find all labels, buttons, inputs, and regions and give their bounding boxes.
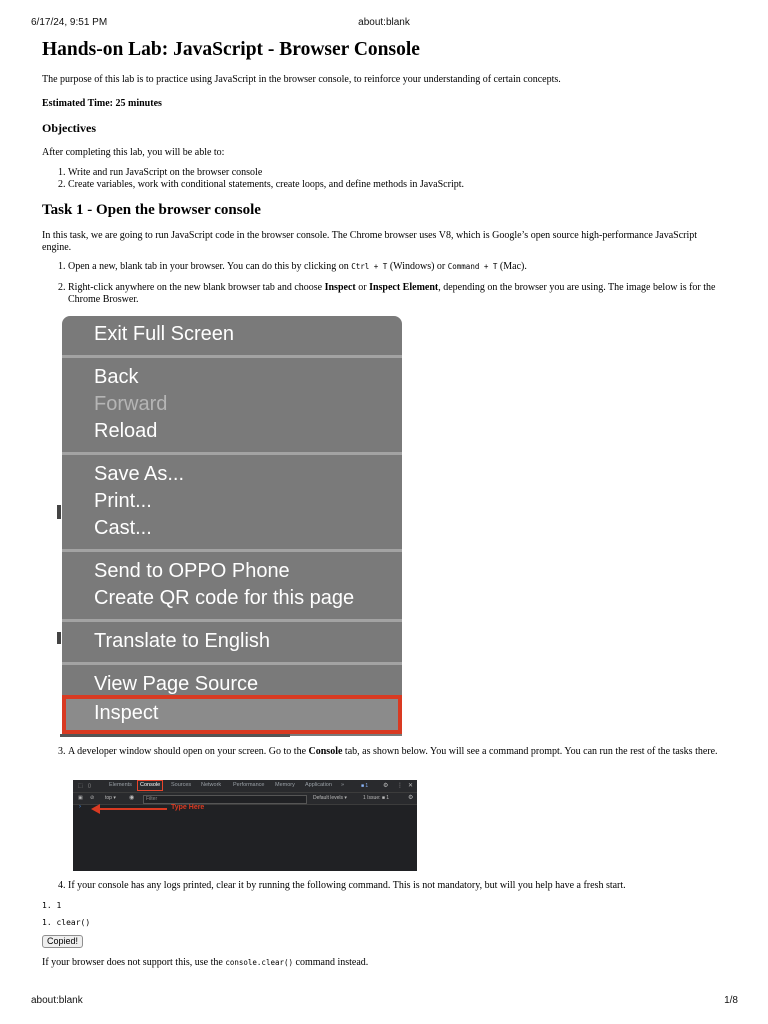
type-here-annotation: Type Here <box>171 804 205 811</box>
code-block: 1. clear() <box>42 918 91 927</box>
console-filter-input: Filter <box>143 795 307 804</box>
page-title: Hands-on Lab: JavaScript - Browser Console <box>42 39 420 60</box>
menu-separator <box>62 452 402 455</box>
console-clear-code: console.clear() <box>225 958 294 967</box>
inspect-element-icon: ⬚ <box>78 783 83 789</box>
copied-button[interactable]: Copied! <box>42 935 83 948</box>
background-fragment <box>60 734 290 737</box>
clear-console-icon: ⊘ <box>90 795 95 801</box>
devtools-tab-more: » <box>341 782 345 788</box>
key-ctrl-t: Ctrl + T <box>351 262 388 271</box>
levels-dropdown: Default levels ▾ <box>313 795 347 801</box>
step-3: 3. A developer window should open on your screen. Go to the Console tab, as shown below. You will see a command prompt. You can run the rest of the tasks there. <box>68 746 732 758</box>
menu-item-cast: Cast... <box>94 517 152 539</box>
print-header-url: about:blank <box>358 17 410 28</box>
task1-step-4 <box>42 880 732 892</box>
menu-separator <box>62 619 402 622</box>
settings-gear-icon: ⚙ <box>383 783 389 789</box>
step-2: 2. Right-click anywhere on the new blank browser tab and choose Inspect or Inspect Element, depending on the browser you are using. The image below is for the Chrome Broswer. <box>68 282 732 306</box>
print-footer-url: about:blank <box>31 995 83 1006</box>
objective-item: 1. Write and run JavaScript on the browser console <box>68 167 732 179</box>
context-selector: top ▾ <box>105 795 116 801</box>
fallback-instruction: If your browser does not support this, use the console.clear() command instead. <box>42 957 369 968</box>
devtools-tab-bar <box>73 780 417 793</box>
intro-text: The purpose of this lab is to practice using JavaScript in the browser console, to reinforce your understanding of certain concepts. <box>42 74 561 85</box>
eye-icon: ◉ <box>129 795 135 801</box>
menu-separator <box>62 355 402 358</box>
background-fragment <box>57 632 61 644</box>
console-settings-icon: ⚙ <box>408 795 414 801</box>
menu-item-back: Back <box>94 366 139 388</box>
task1-step-3 <box>42 746 732 758</box>
menu-separator <box>62 549 402 552</box>
context-menu-screenshot <box>62 316 402 736</box>
objectives-list <box>42 167 732 191</box>
menu-item-exit-full-screen: Exit Full Screen <box>94 323 235 345</box>
menu-item-send-to-phone: Send to OPPO Phone <box>94 560 290 582</box>
devtools-tab-sources: Sources <box>171 782 192 788</box>
key-command-t: Command + T <box>447 262 498 271</box>
menu-separator <box>62 662 402 665</box>
code-line-number-list: 1. 1 <box>42 901 62 910</box>
devtools-tab-console: Console <box>137 780 163 791</box>
print-header-date: 6/17/24, 9:51 PM <box>31 17 108 28</box>
task1-steps-1-2 <box>42 261 732 306</box>
menu-item-save-as: Save As... <box>94 463 185 485</box>
devtools-tab-application: Application <box>305 782 332 788</box>
background-fragment <box>57 505 61 519</box>
arrow-line <box>97 808 167 810</box>
estimated-time: Estimated Time: 25 minutes <box>42 98 162 109</box>
close-icon: ✕ <box>408 783 414 789</box>
devtools-tab-elements: Elements <box>109 782 132 788</box>
code-line-number: 1 <box>56 901 62 910</box>
task1-intro: In this task, we are going to run JavaScript code in the browser console. The Chrome browser uses V8, which is Google’s open source high-performance JavaScript engine. <box>42 230 698 253</box>
device-toggle-icon: ▯ <box>88 783 91 789</box>
code-clear: clear() <box>56 918 91 927</box>
menu-item-forward: Forward <box>94 393 168 415</box>
console-prompt: › <box>79 804 81 810</box>
objectives-lead: After completing this lab, you will be able to: <box>42 147 225 158</box>
devtools-tab-network: Network <box>201 782 222 788</box>
objective-item: 2. Create variables, work with conditional statements, create loops, and define methods in JavaScript. <box>68 179 732 191</box>
issues-count: 1 Issue: ■ 1 <box>363 795 390 801</box>
devtools-tab-memory: Memory <box>275 782 295 788</box>
menu-item-inspect-highlighted <box>62 695 402 734</box>
step-1: 1. Open a new, blank tab in your browser. You can do this by clicking on Ctrl + T (Windows) or Command + T (Mac). <box>68 261 732 273</box>
print-footer-page-number: 1/8 <box>724 995 738 1006</box>
menu-item-view-source: View Page Source <box>94 673 259 695</box>
menu-item-print: Print... <box>94 490 152 512</box>
menu-item-translate: Translate to English <box>94 630 271 652</box>
step-4: 4. If your console has any logs printed, clear it by running the following command. This is not mandatory, but will you help have a fresh start. <box>68 880 732 892</box>
menu-item-reload: Reload <box>94 420 158 442</box>
sidebar-toggle-icon: ▣ <box>78 795 83 801</box>
issues-badge: ■ 1 <box>361 783 369 789</box>
task1-heading: Task 1 - Open the browser console <box>42 202 261 218</box>
menu-item-create-qr: Create QR code for this page <box>94 587 355 609</box>
devtools-screenshot <box>73 780 417 871</box>
devtools-tab-performance: Performance <box>233 782 265 788</box>
objectives-heading: Objectives <box>42 121 96 135</box>
more-options-icon: ⋮ <box>397 783 403 789</box>
menu-item-inspect: Inspect <box>94 702 159 724</box>
